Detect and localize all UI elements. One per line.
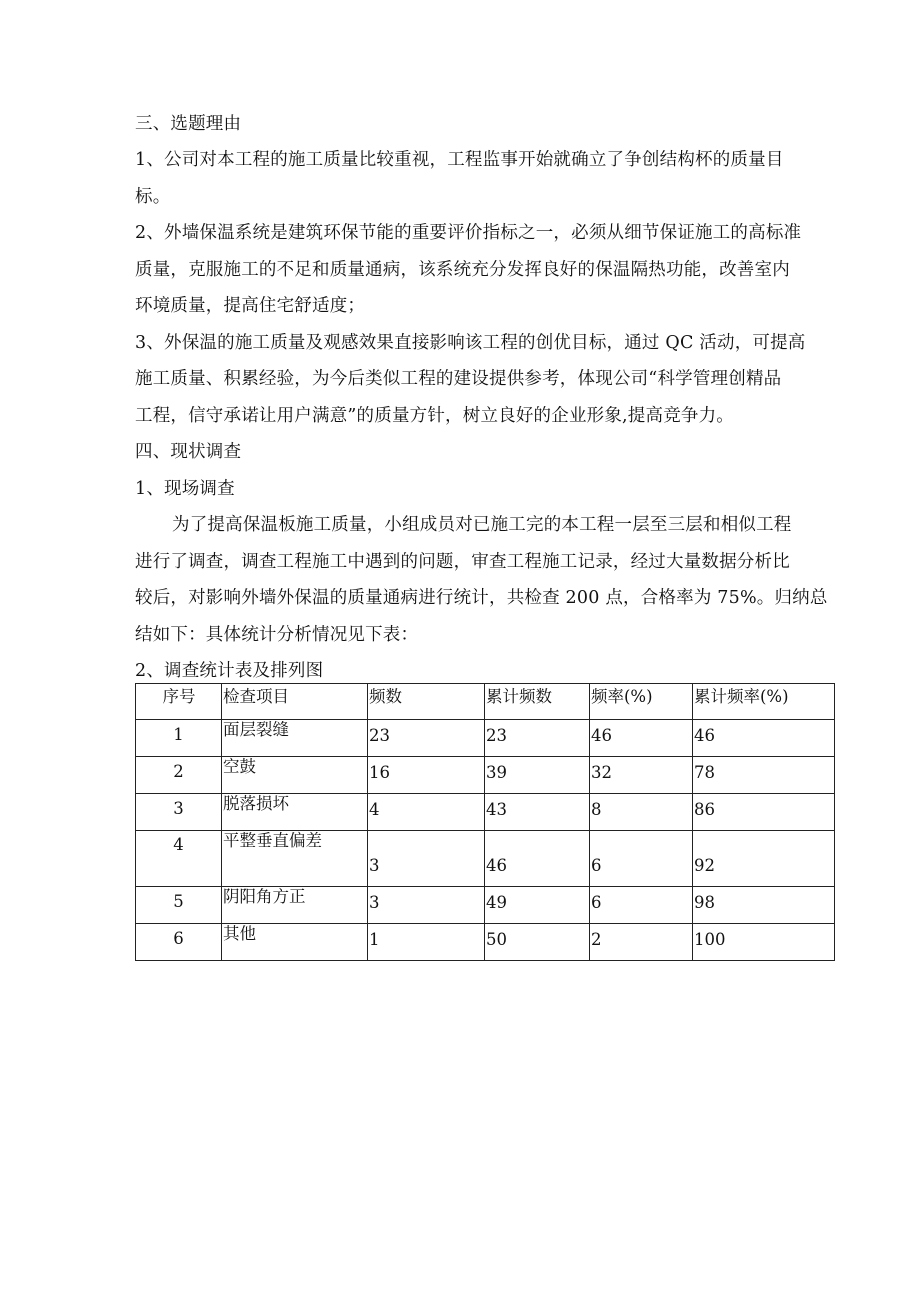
row-item: 阴阳角方正 (222, 887, 368, 924)
statistics-table (135, 683, 835, 961)
row-cumulative-frequency: 50 (485, 924, 590, 961)
row-rate: 32 (590, 757, 693, 794)
section-heading-three: 三、选题理由 (135, 114, 242, 134)
reason-3-line-3: 工程，信守承诺让用户满意”的质量方针，树立良好的企业形象,提高竞争力。 (135, 406, 735, 426)
table-row (136, 757, 835, 794)
row-cumulative-frequency: 39 (485, 757, 590, 794)
header-item: 检查项目 (222, 684, 368, 720)
header-index: 序号 (136, 684, 222, 720)
reason-3-line-2: 施工质量、积累经验，为今后类似工程的建设提供参考，体现公司“科学管理创精品 (135, 369, 782, 389)
row-rate: 8 (590, 794, 693, 831)
row-frequency: 23 (368, 720, 485, 757)
header-rate: 频率(%) (590, 684, 693, 720)
survey-paragraph-line-4: 结如下：具体统计分析情况见下表： (135, 625, 419, 645)
row-rate: 2 (590, 924, 693, 961)
row-frequency: 3 (368, 831, 485, 887)
row-rate: 6 (590, 831, 693, 887)
row-rate: 46 (590, 720, 693, 757)
row-cumulative-frequency: 49 (485, 887, 590, 924)
section-heading-four: 四、现状调查 (135, 442, 242, 462)
row-rate: 6 (590, 887, 693, 924)
row-item: 平整垂直偏差 (222, 831, 368, 887)
table-row (136, 794, 835, 831)
row-cumulative-rate: 98 (693, 887, 835, 924)
row-item: 其他 (222, 924, 368, 961)
table-row (136, 831, 835, 887)
header-cumulative-frequency: 累计频数 (485, 684, 590, 720)
row-index: 6 (136, 924, 222, 961)
row-frequency: 3 (368, 887, 485, 924)
survey-paragraph-line-3: 较后，对影响外墙外保温的质量通病进行统计，共检查 200 点，合格率为 75%。归纳总 (135, 588, 828, 608)
row-frequency: 16 (368, 757, 485, 794)
row-index: 4 (136, 831, 222, 887)
row-cumulative-frequency: 43 (485, 794, 590, 831)
row-item: 空鼓 (222, 757, 368, 794)
row-cumulative-frequency: 23 (485, 720, 590, 757)
header-cumulative-rate: 累计频率(%) (693, 684, 835, 720)
row-cumulative-rate: 46 (693, 720, 835, 757)
table-header-row (136, 684, 835, 720)
row-cumulative-rate: 92 (693, 831, 835, 887)
row-index: 2 (136, 757, 222, 794)
survey-paragraph-line-2: 进行了调查，调查工程施工中遇到的问题，审查工程施工记录，经过大量数据分析比 (135, 552, 790, 572)
row-cumulative-rate: 78 (693, 757, 835, 794)
reason-1-line-1: 1、公司对本工程的施工质量比较重视，工程监事开始就确立了争创结构杯的质量目 (135, 150, 784, 170)
row-frequency: 1 (368, 924, 485, 961)
subsection-statistics-table: 2、调查统计表及排列图 (135, 661, 324, 681)
row-index: 3 (136, 794, 222, 831)
header-frequency: 频数 (368, 684, 485, 720)
row-cumulative-frequency: 46 (485, 831, 590, 887)
reason-2-line-1: 2、外墙保温系统是建筑环保节能的重要评价指标之一，必须从细节保证施工的高标准 (135, 223, 802, 243)
row-cumulative-rate: 100 (693, 924, 835, 961)
row-index: 1 (136, 720, 222, 757)
reason-3-line-1: 3、外保温的施工质量及观感效果直接影响该工程的创优目标，通过 QC 活动，可提高 (135, 333, 806, 353)
table-row (136, 887, 835, 924)
row-index: 5 (136, 887, 222, 924)
row-item: 面层裂缝 (222, 720, 368, 757)
reason-1-line-2: 标。 (135, 187, 171, 207)
table-row (136, 924, 835, 961)
row-item: 脱落损坏 (222, 794, 368, 831)
reason-2-line-2: 质量，克服施工的不足和质量通病，该系统充分发挥良好的保温隔热功能，改善室内 (135, 260, 790, 280)
subsection-site-survey: 1、现场调查 (135, 479, 235, 499)
row-frequency: 4 (368, 794, 485, 831)
reason-2-line-3: 环境质量，提高住宅舒适度； (135, 296, 366, 316)
row-cumulative-rate: 86 (693, 794, 835, 831)
survey-paragraph-line-1: 为了提高保温板施工质量，小组成员对已施工完的本工程一层至三层和相似工程 (172, 515, 792, 535)
table-row (136, 720, 835, 757)
